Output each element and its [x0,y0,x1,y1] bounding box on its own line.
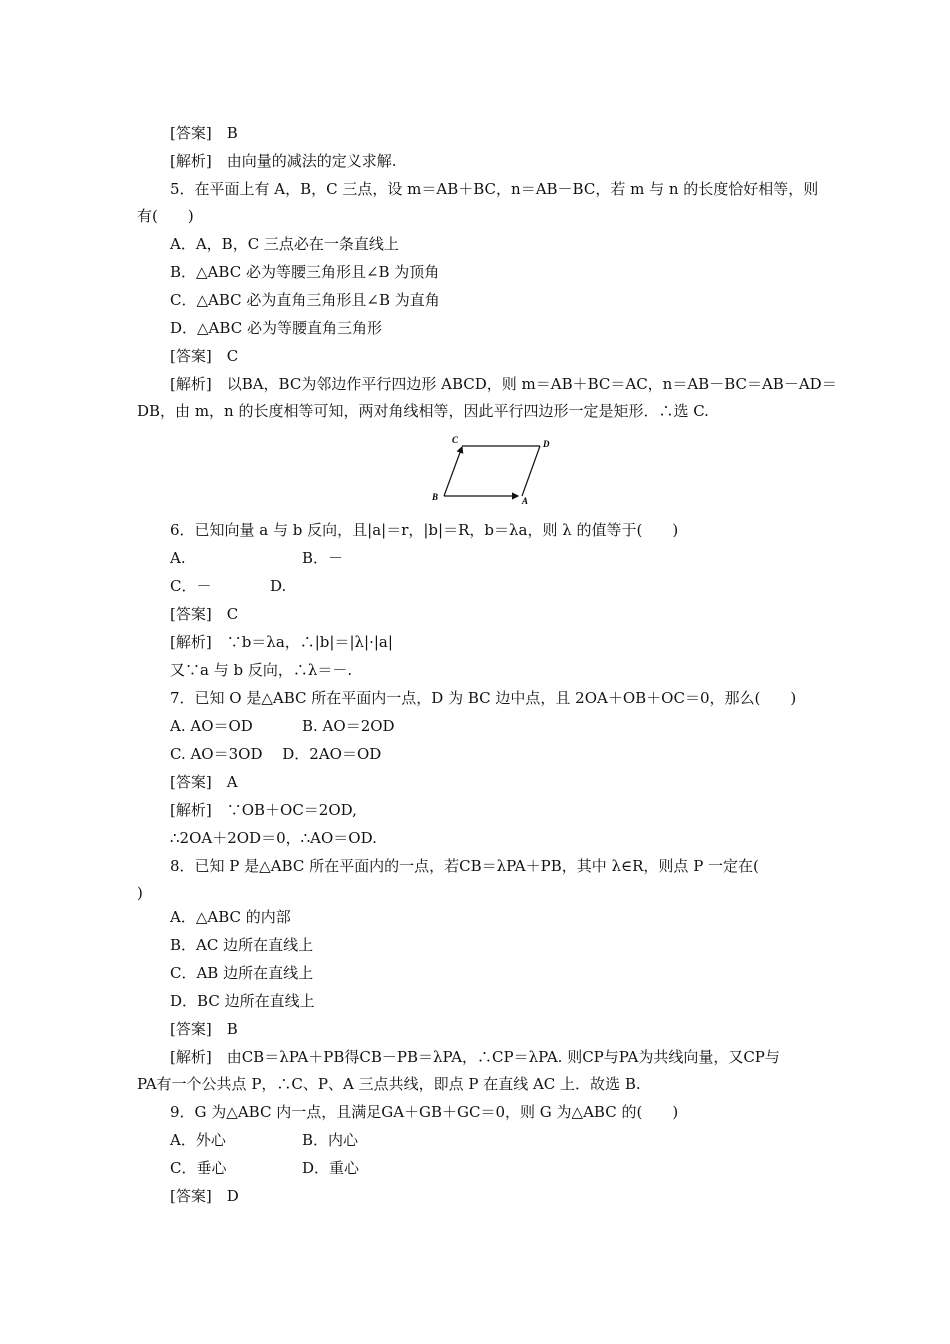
option-c: C．垂心 [170,1159,227,1177]
answer-line: [答案] A [170,773,238,791]
analysis-line-cont: 又∵a 与 b 反向，∴λ＝－. [170,661,353,679]
answer-line: [答案] B [170,1020,238,1038]
option-b: B．AC 边所在直线上 [170,936,314,954]
option-a: A. [170,549,186,567]
option-a: A．△ABC 的内部 [170,908,291,926]
parallelogram-figure [430,434,550,504]
analysis-line: [解析] 由向量的减法的定义求解. [170,152,397,170]
vector-bc [444,447,462,496]
option-a: A．外心 [170,1131,226,1149]
analysis-line: [解析] ∵OB＋OC＝2OD, [170,801,357,819]
label-c: C [452,435,459,445]
question-7-stem: 7．已知 O 是△ABC 所在平面内一点，D 为 BC 边中点，且 2OA＋OB＋OC＝0，那么( ) [170,689,797,707]
answer-line: [答案] C [170,605,239,623]
label-d: D [543,439,550,449]
side-da [522,446,540,496]
question-6-stem: 6．已知向量 a 与 b 反向，且|a|＝r，|b|＝R，b＝λa，则 λ 的值等于( ) [170,521,679,539]
answer-line: [答案] D [170,1187,239,1205]
answer-line: [答案] C [170,347,239,365]
option-d: D. [270,577,287,595]
answer-line: [答案] B [170,124,238,142]
question-8-stem-cont: ) [137,884,143,902]
option-c: C．－ [170,577,212,595]
question-5-stem-cont: 有( ) [137,207,194,225]
option-b: B. AO＝2OD [302,717,395,735]
analysis-line-cont: ∴2OA＋2OD＝0，∴AO＝OD. [170,829,377,847]
option-d: D．BC 边所在直线上 [170,992,315,1010]
option-c: C．△ABC 必为直角三角形且∠B 为直角 [170,291,440,309]
analysis-line: [解析] 以BA，BC为邻边作平行四边形 ABCD，则 m＝AB＋BC＝AC，n＝AB－BC＝AB－AD＝ [170,375,837,393]
option-d: D．重心 [302,1159,360,1177]
option-a: A．A，B，C 三点必在一条直线上 [170,235,399,253]
label-a: A [522,496,529,504]
option-c: C．AB 边所在直线上 [170,964,314,982]
analysis-line-cont: PA有一个公共点 P，∴C、P、A 三点共线，即点 P 在直线 AC 上．故选 B. [137,1075,641,1093]
option-b: B．－ [302,549,344,567]
option-b: B．内心 [302,1131,359,1149]
analysis-line: [解析] ∵b＝λa，∴|b|＝|λ|·|a| [170,633,393,651]
question-8-stem: 8．已知 P 是△ABC 所在平面内的一点，若CB＝λPA＋PB，其中 λ∈R，则点 P 一定在( [170,857,759,875]
analysis-line: [解析] 由CB＝λPA＋PB得CB－PB＝λPA，∴CP＝λPA. 则CP与PA为共线向量，又CP与 [170,1048,780,1066]
option-d: D．△ABC 必为等腰直角三角形 [170,319,382,337]
option-a: A. AO＝OD [170,717,253,735]
option-c-d: C. AO＝3OD D．2AO＝OD [170,745,382,763]
label-b: B [432,492,439,502]
option-b: B．△ABC 必为等腰三角形且∠B 为顶角 [170,263,440,281]
question-9-stem: 9．G 为△ABC 内一点，且满足GA＋GB＋GC＝0，则 G 为△ABC 的( ) [170,1103,679,1121]
analysis-line-cont: DB，由 m，n 的长度相等可知，两对角线相等，因此平行四边形一定是矩形．∴选 C. [137,402,709,420]
question-5-stem: 5．在平面上有 A，B，C 三点，设 m＝AB＋BC，n＝AB－BC，若 m 与 n 的长度恰好相等，则 [170,180,819,198]
